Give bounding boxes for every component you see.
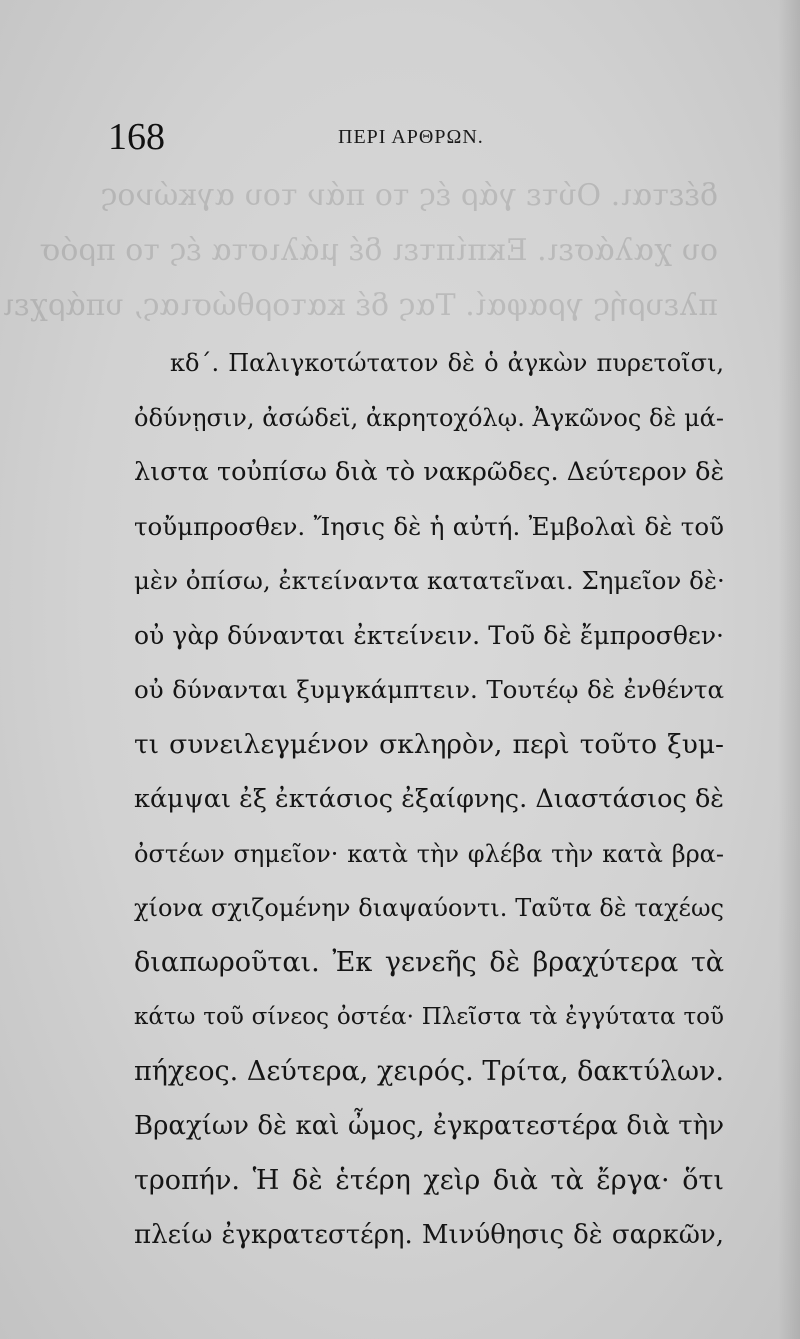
text-line: κάτω τοῦ σίνεος ὀστέα· Πλεῖστα τὰ ἐγγύτατα τοῦ xyxy=(134,1004,724,1030)
text-line: ὀστέων σημεῖον· κατὰ τὴν φλέβα τὴν κατὰ βρα- xyxy=(134,839,724,868)
text-line: διαπωροῦται. Ἐκ γενεῆς δὲ βραχύτερα τὰ xyxy=(134,946,724,978)
bleed-line: δέεται. Ούτε γάρ ές το πάν του αγκώνος xyxy=(100,178,718,213)
page-edge-shadow xyxy=(778,0,800,1339)
text-line: ὀδύνῃσιν, ἀσώδεϊ, ἀκρητοχόλῳ. Ἀγκῶνος δὲ μά- xyxy=(134,403,724,432)
text-line: πλείω ἐγκρατεστέρη. Μινύθησις δὲ σαρκῶν, xyxy=(134,1220,724,1250)
text-line: χίονα σχιζομένην διαψαύοντι. Ταῦτα δὲ ταχέως xyxy=(134,894,724,922)
page-number: 168 xyxy=(108,116,165,158)
text-line: οὐ γὰρ δύνανται ἐκτείνειν. Τοῦ δὲ ἔμπροσθεν· xyxy=(134,620,724,650)
text-line: τοὔμπροσθεν. Ἴησις δὲ ἡ αὐτή. Ἐμβολαὶ δὲ τοῦ xyxy=(134,511,724,541)
text-line: κάμψαι ἐξ ἐκτάσιος ἐξαίφνης. Διαστάσιος δὲ xyxy=(134,784,724,814)
text-line: οὐ δύνανται ξυμγκάμπτειν. Τουτέῳ δὲ ἐνθέντα xyxy=(134,675,724,704)
text-line: Βραχίων δὲ καὶ ὦμος, ἐγκρατεστέρα διὰ τὴν xyxy=(134,1111,724,1141)
bleed-line: ου χαλάσει. Εκπίπτει δέ μάλιστα ές το πρόσ xyxy=(39,233,718,268)
text-line: πήχεος. Δεύτερα, χειρός. Τρίτα, δακτύλων. xyxy=(134,1055,724,1087)
body-text xyxy=(134,336,724,1263)
text-line: τροπήν. Ἡ δὲ ἑτέρη χεὶρ διὰ τὰ ἔργα· ὅτι xyxy=(134,1164,724,1196)
bleed-through-text xyxy=(2,168,718,333)
running-title: ΠΕΡΙ ΑΡΘΡΩΝ. xyxy=(338,126,484,148)
bleed-line: πλευρής γραφαί. Τας δέ κατορθώσιας, υπάρχει xyxy=(2,288,718,323)
page-header xyxy=(108,112,728,162)
text-line: μὲν ὀπίσω, ἐκτείναντα κατατεῖναι. Σημεῖον δὲ· xyxy=(134,566,725,595)
text-line: κδ΄. Παλιγκοτώτατον δὲ ὁ ἀγκὼν πυρετοῖσι, xyxy=(170,349,724,377)
text-line: λιστα τοὐπίσω διὰ τὸ νακρῶδες. Δεύτερον δὲ xyxy=(134,457,725,487)
text-line: τι συνειλεγμένον σκληρὸν, περὶ τοῦτο ξυμ- xyxy=(134,728,724,760)
